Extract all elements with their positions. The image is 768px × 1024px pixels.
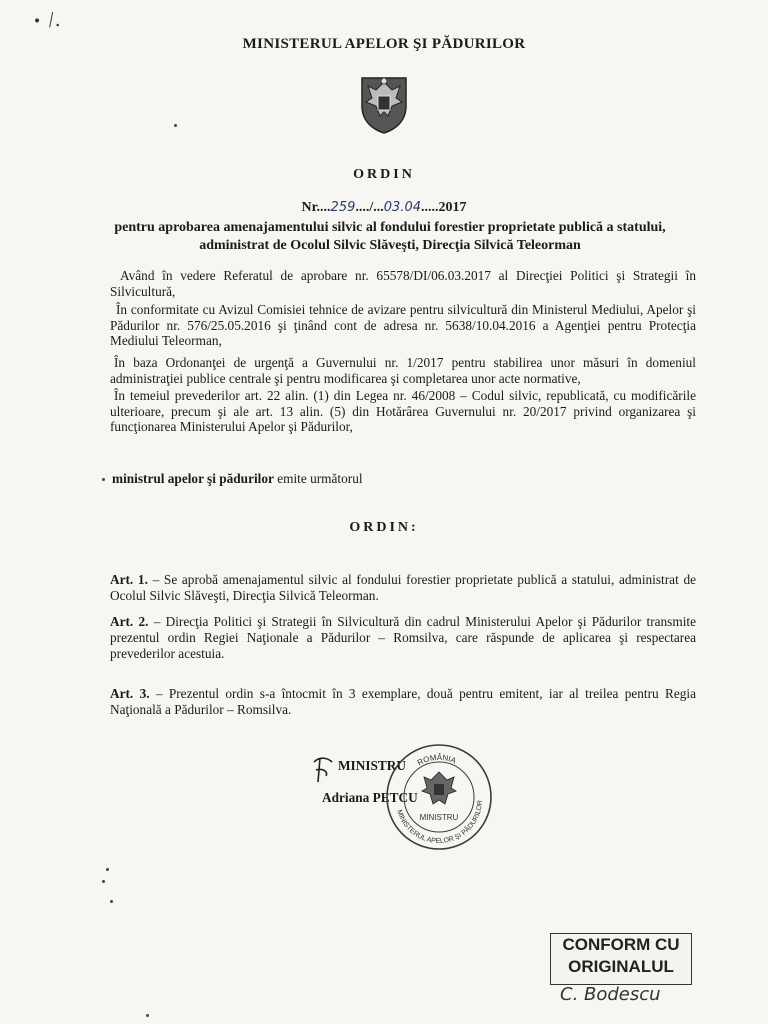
- article-1: [110, 572, 696, 604]
- corner-handwritten-mark: ・/.: [24, 5, 62, 36]
- article-label: Art. 2.: [110, 614, 149, 629]
- stamp-bottom-text: MINISTERUL APELOR ŞI PĂDURILOR: [395, 800, 485, 846]
- emits-subject: ministrul apelor şi pădurilor: [112, 471, 274, 486]
- scan-speck: [174, 124, 177, 127]
- number-prefix: Nr....: [301, 200, 331, 215]
- stamp-center-text: MINISTRU: [419, 813, 459, 822]
- preamble-paragraph: În baza Ordonanţei de urgenţă a Guvernului nr. 1/2017 pentru stabilirea unor măsuri în domeniul administraţiei publice centrale şi pentru modificarea şi completarea unor acte normative,: [110, 355, 696, 386]
- article-label: Art. 3.: [110, 686, 150, 701]
- handwritten-number: 259: [330, 200, 356, 215]
- document-title: ORDIN: [353, 167, 415, 182]
- coat-of-arms-icon: [358, 72, 410, 134]
- certified-copy-stamp: [550, 933, 692, 985]
- number-year: .....2017: [420, 200, 467, 215]
- scan-speck: [110, 900, 113, 903]
- preamble-paragraph: Având în vedere Referatul de aprobare nr. 65578/DI/06.03.2017 al Direcţiei Politici şi Strategii în Silvicultură,: [110, 268, 696, 299]
- article-text: – Prezentul ordin s-a întocmit în 3 exemplare, două pentru emitent, iar al treilea pentru Regia Naţională a Pădurilor – Romsilva.: [110, 686, 696, 717]
- scan-speck: [102, 880, 105, 883]
- article-2: [110, 614, 696, 662]
- number-separator: ..../...: [355, 200, 384, 215]
- handwritten-date: 03.04: [383, 200, 421, 215]
- scan-speck: [102, 478, 105, 481]
- svg-text:ROMÂNIA: [416, 753, 458, 767]
- emits-verb: emite următorul: [273, 471, 363, 486]
- order-heading: ORDIN:: [349, 520, 419, 535]
- emits-statement: [112, 471, 363, 487]
- certified-line-2: ORIGINALUL: [568, 957, 674, 976]
- certified-line-1: CONFORM CU: [562, 935, 680, 954]
- article-text: – Direcţia Politici şi Strategii în Silvicultură din cadrul Ministerului Apelor şi Pădurilor transmite prezentul ordin Regiei Naţionale a Pădurilor – Romsilva, care răspunde de aplicarea şi respectarea prevederilor acestuia.: [110, 614, 696, 661]
- article-3: [110, 686, 696, 718]
- certifier-signature: C. Bodescu: [560, 984, 661, 1005]
- preamble-paragraph: În conformitate cu Avizul Comisiei tehnice de avizare pentru silvicultură din Ministerul Mediului, Apelor şi Pădurilor nr. 576/25.05.2016 şi ţinând cont de adresa nr. 5638/10.04.2016 a Agenţiei pentru Protecţia Mediului Teleorman,: [110, 302, 696, 348]
- stamp-top-text: ROMÂNIA: [415, 752, 458, 768]
- signatory-title: MINISTRU: [338, 758, 406, 773]
- official-stamp: [384, 742, 494, 852]
- ministry-header: MINISTERUL APELOR ŞI PĂDURILOR: [242, 36, 526, 52]
- signatory-name: Adriana PETCU: [322, 790, 418, 805]
- article-text: – Se aprobă amenajamentul silvic al fondului forestier proprietate publică a statului, administrat de Ocolul Silvic Slăveşti, Direcţia Silvică Teleorman.: [110, 572, 697, 603]
- order-number-line: [0, 200, 768, 216]
- scan-speck: [106, 868, 109, 871]
- scan-speck: [146, 1014, 149, 1017]
- article-label: Art. 1.: [110, 572, 148, 587]
- order-subtitle: pentru aprobarea amenajamentului silvic al fondului forestier proprietate publică a statului, administrat de Ocolul Silvic Slăveşti, Direcţia Silvică Teleorman: [114, 220, 666, 253]
- preamble-paragraph: În temeiul prevederilor art. 22 alin. (1) din Legea nr. 46/2008 – Codul silvic, republicată, cu modificările ulterioare, precum şi ale art. 13 alin. (5) din Hotărârea Guvernului nr. 20/2017 privind organizarea şi funcţionarea Ministerului Apelor şi Pădurilor,: [110, 388, 696, 434]
